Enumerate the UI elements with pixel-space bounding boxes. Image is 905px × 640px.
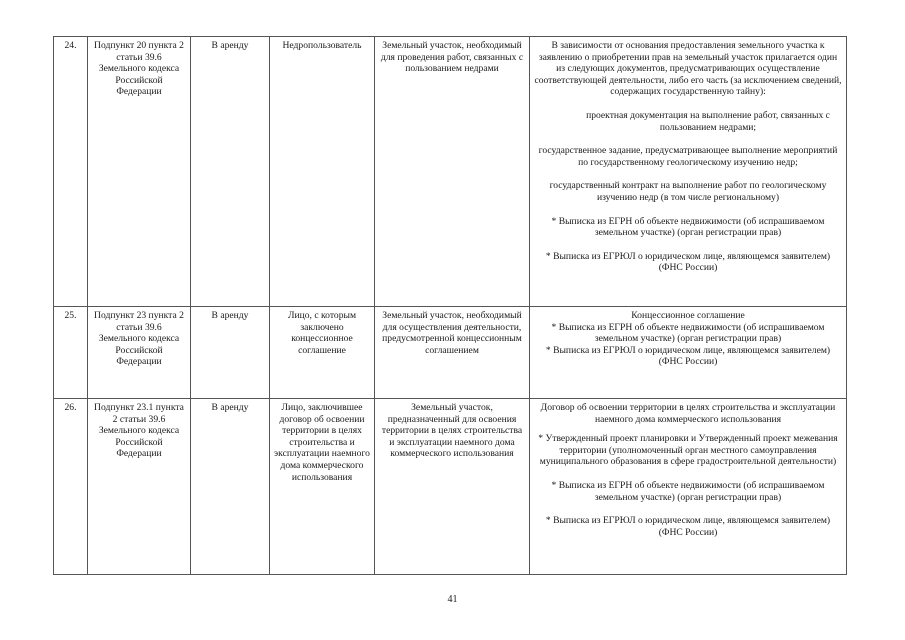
table-row [54, 399, 847, 575]
document-item: государственное задание, предусматривающее выполнение мероприятий по государственному геологическому изучению недр; [538, 145, 838, 168]
row-number: 26. [54, 399, 88, 575]
document-item: Концессионное соглашение [631, 310, 745, 321]
grant-form-cell: В аренду [191, 37, 270, 307]
row-number: 25. [54, 307, 88, 399]
applicant-cell: Лицо, с которым заключено концессионное соглашение [270, 307, 375, 399]
document-item: * Выписка из ЕГРЮЛ о юридическом лице, являющемся заявителем) (ФНС России) [545, 250, 831, 274]
table-row [54, 37, 847, 307]
grant-form-cell: В аренду [191, 307, 270, 399]
grant-form-cell: В аренду [191, 399, 270, 575]
document-item: Договор об освоении территории в целях строительства и эксплуатации наемного дома коммерческого использования [540, 402, 836, 425]
document-item: * Выписка из ЕГРН об объекте недвижимости (об испрашиваемом земельном участке) (орган регистрации прав) [551, 215, 825, 239]
land-documents-table [53, 36, 847, 575]
applicant-cell: Лицо, заключившее договор об освоении территории в целях строительства и эксплуатации наемного дома коммерческого использования [270, 399, 375, 575]
land-plot-cell: Земельный участок, предназначенный для освоения территории в целях строительства и эксплуатации наемного дома коммерческого использования [375, 399, 530, 575]
legal-basis-cell: Подпункт 23.1 пункта 2 статьи 39.6 Земельного кодекса Российской Федерации [88, 399, 191, 575]
document-item: * Выписка из ЕГРЮЛ о юридическом лице, являющемся заявителем) (ФНС России) [545, 344, 831, 368]
document-item: В зависимости от основания предоставления земельного участка к заявлению о приобретении прав на земельный участок прилагается один из следующих документов, предусматривающих осуществление соответствующей деятельности, либо его часть (за исключением сведений, содержащих государственную тайну): [534, 40, 842, 98]
document-item: * Выписка из ЕГРН об объекте недвижимости (об испрашиваемом земельном участке) (орган регистрации прав) [551, 479, 825, 503]
page-number: 41 [447, 594, 458, 605]
document-item: государственный контракт на выполнение работ по геологическому изучению недр (в том числе региональному) [549, 180, 827, 203]
land-plot-cell: Земельный участок, необходимый для проведения работ, связанных с пользованием недрами [375, 37, 530, 307]
legal-basis-cell: Подпункт 23 пункта 2 статьи 39.6 Земельного кодекса Российской Федерации [88, 307, 191, 399]
documents-cell [530, 307, 847, 399]
legal-basis-cell: Подпункт 20 пункта 2 статьи 39.6 Земельного кодекса Российской Федерации [88, 37, 191, 307]
documents-cell [530, 399, 847, 575]
document-item: * Выписка из ЕГРЮЛ о юридическом лице, являющемся заявителем) (ФНС России) [545, 515, 831, 538]
applicant-cell: Недропользователь [270, 37, 375, 307]
documents-cell [530, 37, 847, 307]
table-row [54, 307, 847, 399]
document-item: * Выписка из ЕГРН об объекте недвижимости (об испрашиваемом земельном участке) (орган регистрации прав) [551, 321, 825, 345]
land-plot-cell: Земельный участок, необходимый для осуществления деятельности, предусмотренной концессионным соглашением [375, 307, 530, 399]
document-item: * Утвержденный проект планировки и Утвержденный проект межевания территории (уполномоченный орган местного самоуправления муниципального образования в сфере градостроительной деятельности) [538, 433, 838, 468]
row-number: 24. [54, 37, 88, 307]
document-item: проектная документация на выполнение работ, связанных с пользованием недрами; [586, 109, 830, 133]
